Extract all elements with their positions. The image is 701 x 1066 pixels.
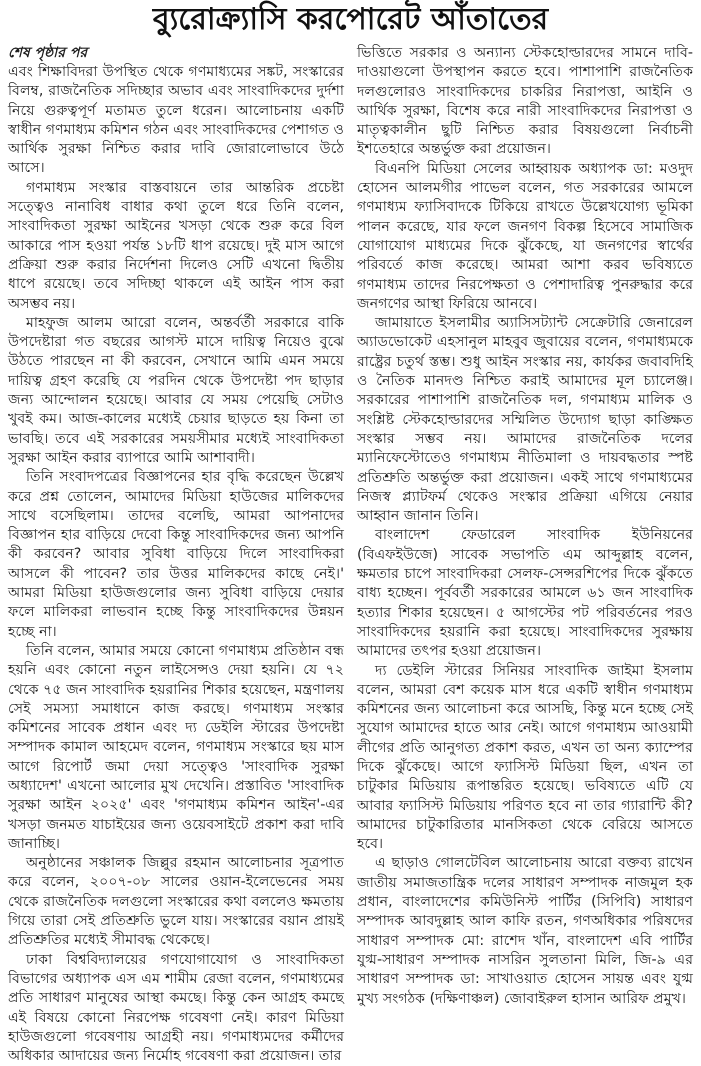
continuation-kicker: শেষ পৃষ্ঠার পর [8,45,88,61]
paragraph: বাংলাদেশ ফেডারেল সাংবাদিক ইউনিয়নের (বিএফইউজে) সাবেক সভাপতি এম আব্দুল্লাহ বলেন, ক্ষমতার চাপে সাংবাদিকরা সেলফ-সেন্সরশিপের দিকে ঝুঁকতে বাধ্য হচ্ছেন। পূর্ববর্তী সরকারের আমলে ৬১ জন সাংবাদিক হত্যার শিকার হয়েছেন। ৫ আগস্টের পট পরিবর্তনের পরও সাংবাদিকদের হয়রানি করা হয়েছে। সাংবাদিকদের সুরক্ষায় আমাদের তৎপর হওয়া প্রয়োজন। [357,527,693,660]
headline: ব্যুরোক্র্যাসি করপোরেট আঁতাতের [152,2,549,37]
paragraph: এবং শিক্ষাবিদরা উপস্থিত থেকে গণমাধ্যমের সঙ্কট, সংস্কারের বিলম্ব, রাজনৈতিক সদিচ্ছার অভাব এবং সাংবাদিকদের দুর্দশা নিয়ে গুরুত্বপূর্ণ মতামত তুলে ধরেন। আলোচনায় একটি স্বাধীন গণমাধ্যম কমিশন গঠন এবং সাংবাদিকদের পেশাগত ও আর্থিক সুরক্ষা নিশ্চিত করার দাবি জোরালোভাবে উঠে আসে। [8,64,344,177]
paragraph: ভিত্তিতে সরকার ও অন্যান্য স্টেকহোল্ডারদের সামনে দাবি-দাওয়াগুলো উপস্থাপন করতে হবে। পাশাপাশি রাজনৈতিক দলগুলোরও সাংবাদিকদের চাকরির নিরাপত্তা, আইনি ও আর্থিক সুরক্ষা, বিশেষ করে নারী সাংবাদিকদের নিরাপত্তা ও মাতৃত্বকালীন ছুটি নিশ্চিত করার বিষয়গুলো নির্বাচনী ইশতেহারে অন্তর্ভুক্ত করা প্রয়োজন। [357,45,693,158]
paragraph: তিনি বলেন, আমার সময়ে কোনো গণমাধ্যম প্রতিষ্ঠান বন্ধ হয়নি এবং কোনো নতুন লাইসেন্সও দেয়া হয়নি। যে ৭২ থেকে ৭৫ জন সাংবাদিক হয়রানির শিকার হয়েছেন, মন্ত্রণালয় সেই সমস্যা সমাধানে কাজ করছে। গণমাধ্যম সংস্কার কমিশনের সাবেক প্রধান এবং দ্য ডেইলি স্টারের উপদেষ্টা সম্পাদক কামাল আহমেদ বলেন, গণমাধ্যম সংস্কারে ছয় মাস আগে রিপোর্ট জমা দেয়া সত্ত্বেও 'সাংবাদিক সুরক্ষা অধ্যাদেশ' এখনো আলোর মুখ দেখেনি। প্রস্তাবিত 'সাংবাদিক সুরক্ষা আইন ২০২৫' এবং 'গণমাধ্যম কমিশন আইন'-এর খসড়া জনমত যাচাইয়ের জন্য ওয়েবসাইটে প্রকাশ করা দাবি জানাচ্ছি। [8,642,344,852]
paragraph: অনুষ্ঠানের সঞ্চালক জিল্লুর রহমান আলোচনার সূত্রপাত করে বলেন, ২০০৭-০৮ সালের ওয়ান-ইলেভেনের সময় থেকে রাজনৈতিক দলগুলো সংস্কারের কথা বললেও ক্ষমতায় গিয়ে তারা সেই প্রতিশ্রুতি ভুলে যায়। সংস্কারের বয়ান প্রায়ই প্রতিশ্রুতির মধ্যেই সীমাবদ্ধ থেকেছে। [8,855,344,949]
paragraph: গণমাধ্যম সংস্কার বাস্তবায়নে তার আন্তরিক প্রচেষ্টা সত্ত্বেও নানাবিধ বাধার কথা তুলে ধরে তিনি বলেন, সাংবাদিকতা সুরক্ষা আইনের খসড়া থেকে শুরু করে বিল আকারে পাস হওয়া পর্যন্ত ১৮টি ধাপ রয়েছে। দুই মাস আগে প্রক্রিয়া শুরু করার নির্দেশনা দিলেও সেটি এখনো দ্বিতীয় ধাপে রয়েছে। তবে সদিচ্ছা থাকলে এই আইন পাস করা অসম্ভব নয়। [8,179,344,312]
article-column-right [357,44,693,1009]
paragraph: জামায়াতে ইসলামীর অ্যাসিসট্যান্ট সেক্রেটারি জেনারেল অ্যাডভোকেট এহসানুল মাহবুব জুবায়ের বলেন, গণমাধ্যমকে রাষ্ট্রের চতুর্থ স্তম্ভ। শুধু আইন সংস্কার নয়, কার্যকর জবাবদিহি ও নৈতিক মানদণ্ড নিশ্চিত করাই আমাদের মূল চ্যালেঞ্জ। সরকারের পাশাপাশি রাজনৈতিক দল, গণমাধ্যম মালিক ও সংশ্লিষ্ট স্টেকহোল্ডারদের সম্মিলিত উদ্যোগ ছাড়া কাঙ্ক্ষিত সংস্কার সম্ভব নয়। আমাদের রাজনৈতিক দলের ম্যানিফেস্টোতেও গণমাধ্যম নীতিমালা ও দায়বদ্ধতার স্পষ্ট প্রতিশ্রুতি অন্তর্ভুক্ত করা প্রয়োজন। একই সাথে গণমাধ্যমের নিজস্ব প্ল্যাটফর্ম থেকেও সংস্কার প্রক্রিয়া এগিয়ে নেয়ার আহ্বান জানান তিনি। [357,315,693,525]
paragraph: ঢাকা বিশ্ববিদ্যালয়ের গণযোগাযোগ ও সাংবাদিকতা বিভাগের অধ্যাপক এস এম শামীম রেজা বলেন, গণমাধ্যমের প্রতি সাধারণ মানুষের আস্থা কমছে। কিন্তু কেন আগ্রহ কমছে এই বিষয়ে কোনো নিরপেক্ষ গবেষণা নেই। কারণ মিডিয়া হাউজগুলো গবেষণায় আগ্রহী নয়। গণমাধ্যমদের কর্মীদের অধিকার আদায়ের জন্য নির্মোহ গবেষণা করা প্রয়োজন। তার [8,951,345,1065]
paragraph: এ ছাড়াও গোলটেবিল আলোচনায় আরো বক্তব্য রাখেন জাতীয় সমাজতান্ত্রিক দলের সাধারণ সম্পাদক নাজমুল হক প্রধান, বাংলাদেশের কমিউনিস্ট পার্টির (সিপিবি) সাধারণ সম্পাদক আবদুল্লাহ আল কাফি রতন, গণঅধিকার পরিষদের সাধারণ সম্পাদক মো: রাশেদ খাঁন, বাংলাদেশ এবি পার্টির যুগ্ম-সাধারণ সম্পাদক নাসরিন সুলতানা মিলি, জি-৯ এর সাধারণ সম্পাদক ডা: সাখাওয়াত হোসেন সায়ন্ত এবং যুগ্ম মুখ্য সংগঠক (দক্ষিণাঞ্চল) জোবাইরুল হাসান আরিফ প্রমুখ। [357,855,693,1007]
article-column-left [8,44,344,1066]
paragraph: মাহফুজ আলম আরো বলেন, অন্তর্বর্তী সরকারে বাকি উপদেষ্টারা গত বছরের আগস্ট মাসে দায়িত্ব নিয়েও বুঝে উঠতে পারছেন না কী করবেন, সেখানে আমি এমন সময়ে দায়িত্ব গ্রহণ করেছি যে পরদিন থেকে উপদেষ্টা পদ ছাড়ার জন্য আন্দোলন হয়েছে। আবার যে সময় পেয়েছি সেটাও খুবই কম। আজ-কালের মধ্যেই চেয়ার ছাড়তে হয় কিনা তা ভাবছি। তবে এই সরকারের সময়সীমার মধ্যেই সাংবাদিকতা সুরক্ষা আইন করার ব্যাপারে আমি আশাবাদী। [8,314,344,466]
paragraph: তিনি সংবাদপত্রের বিজ্ঞাপনের হার বৃদ্ধি করেছেন উল্লেখ করে প্রশ্ন তোলেন, আমাদের মিডিয়া হাউজের মালিকদের সাথে বসেছিলাম। তাদের বলেছি, আমরা আপনাদের বিজ্ঞাপন হার বাড়িয়ে দেবো কিন্তু সাংবাদিকদের জন্য আপনি কী করবেন? আবার সুবিধা বাড়িয়ে দিলে সাংবাদিকরা আসলে কী পাবেন? তার উত্তর মালিকদের কাছে নেই।' আমরা মিডিয়া হাউজগুলোর জন্য সুবিধা বাড়িয়ে দেয়ার ফলে মালিকরা লাভবান হচ্ছে কিন্তু সাংবাদিকদের উন্নয়ন হচ্ছে না। [8,469,344,640]
paragraph: দ্য ডেইলি স্টারের সিনিয়র সাংবাদিক জাইমা ইসলাম বলেন, আমরা বেশ কয়েক মাস ধরে একটি স্বাধীন গণমাধ্যম কমিশনের জন্য আলোচনা করে আসছি, কিন্তু মনে হচ্ছে সেই সুযোগ আমাদের হাতে আর নেই। আগে গণমাধ্যম আওয়ামী লীগের প্রতি আনুগত্য প্রকাশ করত, এখন তা অন্য ক্যাম্পের দিকে ঝুঁকেছে। আগে ফ্যাসিস্ট মিডিয়া ছিল, এখন তা চাটুকার মিডিয়ায় রূপান্তরিত হয়েছে। ভবিষ্যতে এটি যে আবার ফ্যাসিস্ট মিডিয়ায় পরিণত হবে না তার গ্যারান্টি কী? আমাদের চাটুকারিতার মানসিকতা থেকে বেরিয়ে আসতে হবে। [357,662,693,853]
paragraph: বিএনপি মিডিয়া সেলের আহ্বায়ক অধ্যাপক ডা: মওদুদ হোসেন আলমগীর পাভেল বলেন, গত সরকারের আমলে গণমাধ্যম ফ্যাসিবাদকে টিকিয়ে রাখতে উল্লেখযোগ্য ভূমিকা পালন করেছে, যার ফলে জনগণ বিকল্প হিসেবে সামাজিক যোগাযোগ মাধ্যমের দিকে ঝুঁকেছে, যা জনগণের স্বার্থের পরিবর্তে কাজ করেছে। আমরা আশা করব ভবিষ্যতে গণমাধ্যম তাদের নিরপেক্ষতা ও পেশাদারিত্ব পুনরুদ্ধার করে জনগণের আস্থা ফিরিয়ে আনবে। [357,160,693,312]
